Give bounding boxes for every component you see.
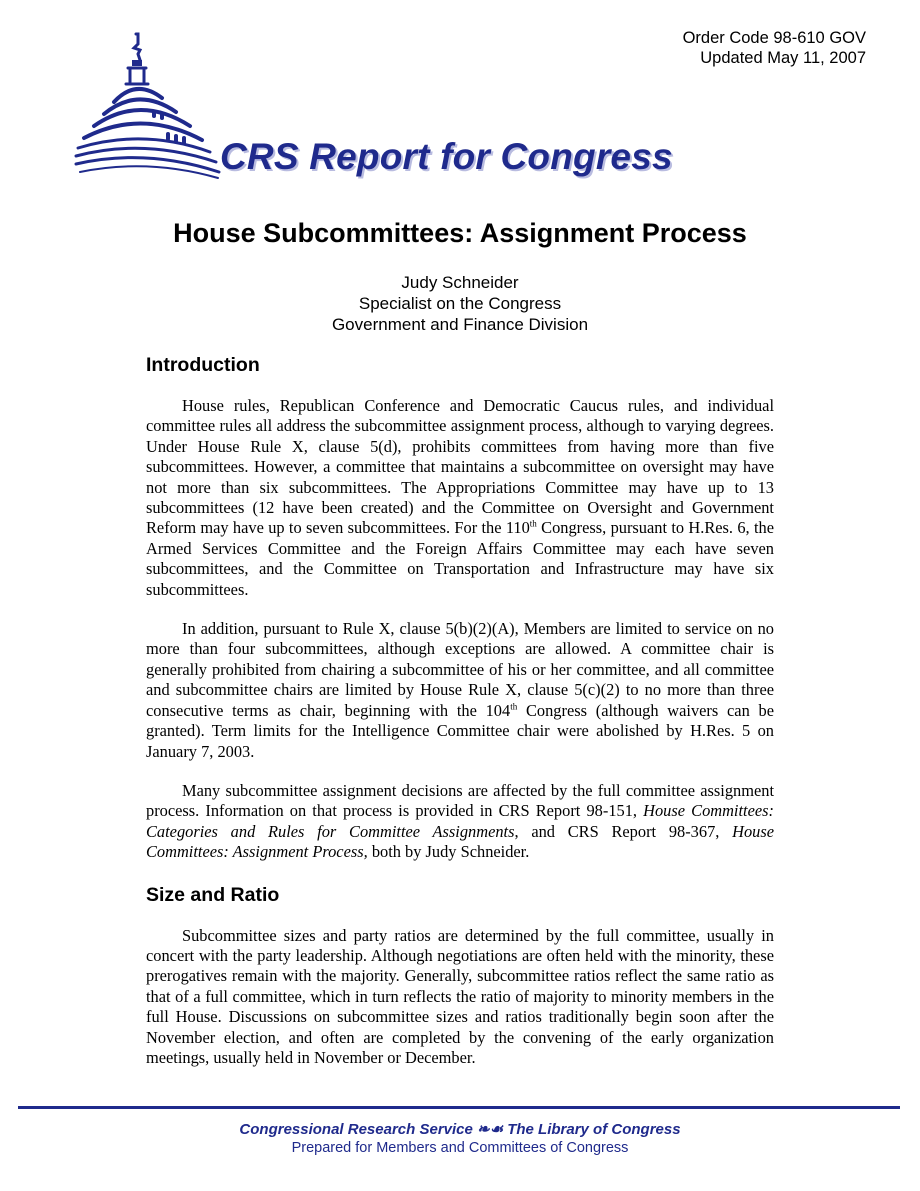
report-body [146, 352, 774, 1087]
footer-tagline: Prepared for Members and Committees of Congress [291, 1140, 629, 1156]
footer-divider [18, 1106, 900, 1109]
order-code: Order Code 98-610 GOV [682, 29, 866, 47]
intro-p3-report-title-1: House Committees: Categories and Rules for Committee Assignments [146, 801, 774, 841]
section-heading-size-and-ratio: Size and Ratio [146, 883, 280, 906]
intro-paragraph-3 [146, 781, 774, 863]
intro-p2-text-a: In addition, pursuant to Rule X, clause 5(b)(2)(A), Members are limited to service on no more than four subcommittees, although exceptions are allowed. A committee chair is generally prohibited from chairing a subcommittee of his or her committee, and all committee and subcommittee chairs are limited by House Rule X, clause 5(c)(2) to no more than three consecutive terms as chair, beginning with the 104 [146, 619, 774, 720]
intro-p1-text-b: Congress, pursuant to H.Res. 6, the Armed Services Committee and the Foreign Affairs Committee may each have seven subcommittees, and the Committee on Transportation and Infrastructure may have six subcommittees. [146, 518, 774, 599]
author-block [0, 272, 920, 335]
intro-p3-report-title-2: House Committees: Assignment Process, [146, 821, 774, 862]
author-name: Judy Schneider [401, 273, 519, 292]
report-title: House Subcommittees: Assignment Process [173, 218, 747, 248]
updated-date: Updated May 11, 2007 [700, 49, 866, 67]
order-code-block [683, 28, 866, 68]
intro-p3-text-b: , and CRS Report 98-367, [514, 821, 733, 841]
size-ratio-paragraph-1: Subcommittee sizes and party ratios are determined by the full committee, usually in concert with the party leadership. Although negotiations are often held with the minority, these prerogatives remain with the majority. Generally, subcommittee ratios reflect the same ratio as that of a full committee, which in turn reflects the ratio of majority to minority members in the full House. Discussions on subcommittee sizes and ratios traditionally begin soon after the November election, and often are completed by the convening of the early organization meetings, usually held in November or December. [146, 925, 774, 1067]
intro-p1-superscript: th [529, 518, 537, 529]
capitol-dome-icon [74, 28, 224, 188]
report-brand: CRS Report for Congress [220, 136, 673, 177]
intro-p3-text-c: both by Judy Schneider. [367, 842, 530, 862]
capitol-dome-logo [74, 28, 224, 188]
intro-p2-superscript: th [510, 701, 518, 712]
author-position: Specialist on the Congress [358, 294, 562, 313]
footer-organization: Congressional Research Service ❧☙ The Library of Congress [239, 1121, 681, 1138]
intro-paragraph-2 [146, 619, 774, 762]
intro-p1-text-a: House rules, Republican Conference and Democratic Caucus rules, and individual committee rules all address the subcommittee assignment process, although to varying degrees. Under House Rule X, clause 5(d), prohibits committees from having more than five subcommittees. However, a committee that maintains a subcommittee on oversight may have not more than six subcommittees. The Appropriations Committee may have up to 13 subcommittees (12 have been created) and the Committee on Oversight and Government Reform may have up to seven subcommittees. For the 110 [146, 396, 774, 538]
author-division: Government and Finance Division [331, 315, 589, 334]
intro-p2-text-b: Congress (although waivers can be granted). Term limits for the Intelligence Committee chair were abolished by H.Res. 5 on January 7, 2003. [146, 700, 774, 761]
section-heading-introduction: Introduction [146, 354, 260, 376]
intro-p3-text-a: Many subcommittee assignment decisions are affected by the full committee assignment process. Information on that process is provided in CRS Report 98-151, [146, 780, 774, 821]
intro-paragraph-1 [146, 396, 774, 600]
